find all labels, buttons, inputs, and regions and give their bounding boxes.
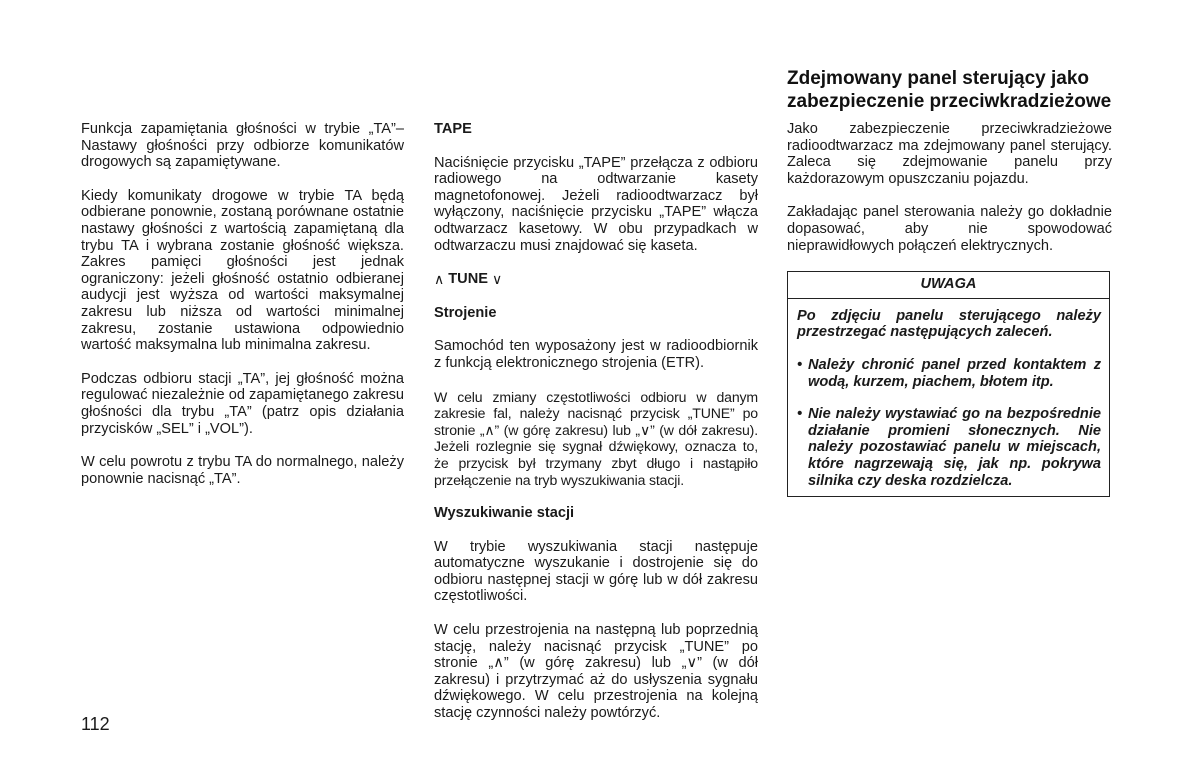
warning-bullet-text: Nie należy wystawiać go na bezpośrednie działanie promieni słonecznych. Nie należy pozostawiać panelu w miejscach, które nagrzewają się, jak np. pokrywa silnika czy deska rozdzielcza. [808, 406, 1101, 489]
ta-volume-compare-paragraph: Kiedy komunikaty drogowe w trybie TA będą odbierane ponownie, zostaną porównane ostatnie nastawy głośności z wartością zapamiętaną dla trybu TA i wybrana zostanie głośność większa. Zakres pamięci głośności jest jednak ograniczony: jeżeli głośność ostatnio odbieranej audycji jest wyższa od wartości maksymalnej zakresu lub niższa od wartości minimalnej zakresu, zostanie ustawiona odpowiednio wartość maksymalna lub minimalna zakresu. [81, 187, 404, 354]
left-column [81, 121, 404, 504]
warning-intro: Po zdjęciu panelu sterującego należy przestrzegać następujących zaleceń. [797, 307, 1101, 341]
retune-paragraph: W celu przestrojenia na następną lub poprzednią stację, należy nacisnąć przycisk „TUNE” po stronie „∧” (w górę zakresu) lub „∨” (w dół zakresu) i przytrzymać aż do usłyszenia sygnału dźwiękowego. W celu przestrojenia na kolejną stację czynności należy powtórzyć. [434, 622, 758, 722]
middle-column [434, 121, 758, 739]
page-number: 112 [81, 714, 110, 734]
warning-heading: UWAGA [788, 272, 1109, 299]
search-heading: Wyszukiwanie stacji [434, 505, 575, 522]
tune-heading-row [434, 271, 758, 288]
bullet-icon: • [797, 406, 803, 423]
warning-bullet [797, 406, 1101, 489]
warning-bullet-text: Należy chronić panel przed kontaktem z wodą, kurzem, piachem, błotem itp. [808, 356, 1101, 390]
bullet-icon: • [797, 356, 803, 373]
warning-bullet [797, 357, 1101, 390]
ta-volume-adjust-paragraph: Podczas odbioru stacji „TA”, jej głośność można regulować niezależnie od zapamiętanego zakresu głośności dla trybu „TA” (patrz opis działania przycisków „SEL” i „VOL”). [81, 370, 404, 437]
warning-body [788, 299, 1109, 496]
tape-heading: TAPE [434, 121, 472, 137]
warning-box [787, 271, 1110, 497]
panel-fitting-paragraph: Zakładając panel sterowania należy go dokładnie dopasować, aby nie spowodować nieprawidłowych połączeń elektrycznych. [787, 204, 1112, 254]
ta-return-paragraph: W celu powrotu z trybu TA do normalnego, należy ponownie nacisnąć „TA”. [81, 454, 404, 487]
antitheft-paragraph: Jako zabezpieczenie przeciwkradzieżowe radioodtwarzacz ma zdejmowany panel sterujący. Zaleca się zdejmowanie panelu przy każdorazowym opuszczaniu pojazdu. [787, 121, 1112, 187]
strojenie-paragraph: Samochód ten wyposażony jest w radioodbiornik z funkcją elektronicznego strojenia (ETR). [434, 338, 758, 371]
frequency-change-paragraph: W celu zmiany częstotliwości odbioru w danym zakresie fal, należy nacisnąć przycisk „TUNE” po stronie „∧” (w górę zakresu) lub „∨” (w dół zakresu). Jeżeli rozlegnie się sygnał dźwiękowy, oznacza to, że przycisk był trzymany zbyt długo i nastąpiło przełączenie na tryb wyszukiwania stacji. [434, 388, 758, 488]
tune-down-icon: ∨ [491, 271, 503, 288]
search-paragraph: W trybie wyszukiwania stacji następuje automatyczne wyszukanie i dostrojenie się do odbioru następnej stacji w górę lub w dół zakresu częstotliwości. [434, 538, 758, 605]
section-title: Zdejmowany panel sterujący jako zabezpieczenie przeciwkradzieżowe [787, 68, 1112, 112]
ta-volume-memory-paragraph: Funkcja zapamiętania głośności w trybie „TA”– Nastawy głośności przy odbiorze komunikatów drogowych są zapamiętywane. [81, 121, 404, 171]
tune-up-icon: ∧ [434, 271, 445, 288]
strojenie-heading: Strojenie [434, 304, 497, 321]
right-column [787, 68, 1112, 497]
tape-paragraph: Naciśnięcie przycisku „TAPE” przełącza z odbioru radiowego na odtwarzanie kasety magnetofonowej. Jeżeli radioodtwarzacz był wyłączony, naciśnięcie przycisku „TAPE” włącza odtwarzacz kasetowy. W obu przypadkach w odtwarzaczu musi znajdować się kaseta. [434, 154, 758, 254]
tune-heading: TUNE [448, 271, 488, 288]
